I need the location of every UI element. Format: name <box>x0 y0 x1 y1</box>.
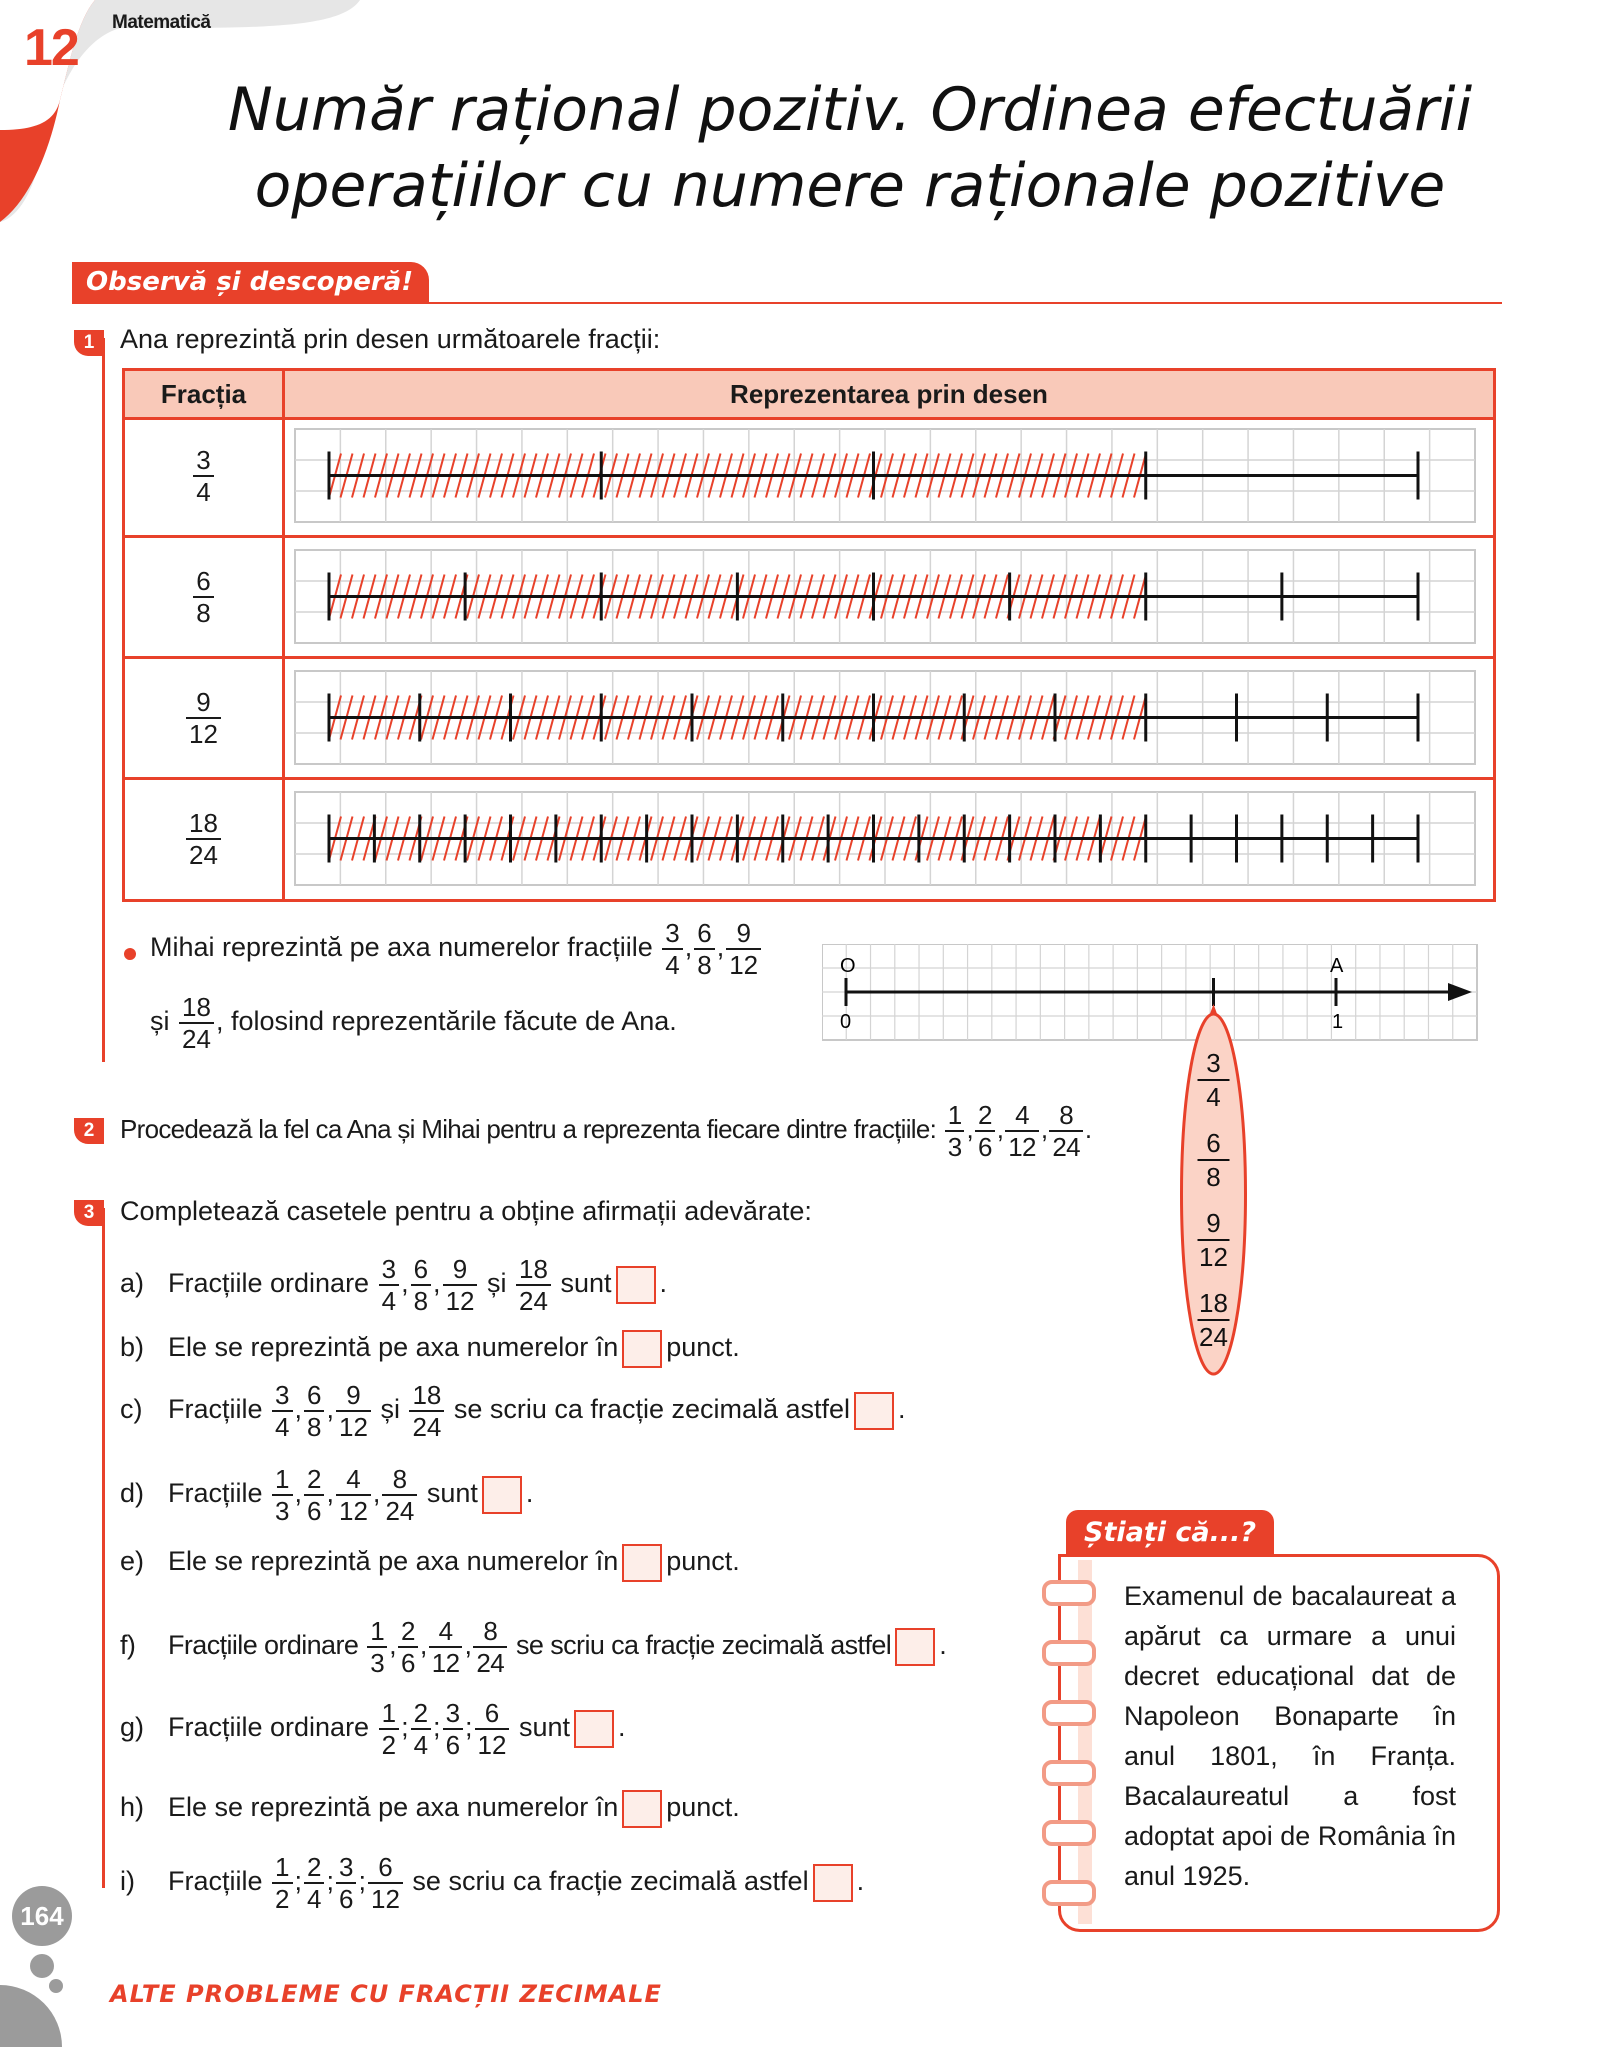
spiral-ring-icon <box>1042 1580 1096 1606</box>
answer-box-c[interactable] <box>854 1392 894 1430</box>
fraction: $\frac{8}{24}$ <box>1049 1100 1083 1162</box>
spiral-ring-icon <box>1042 1700 1096 1726</box>
chapter-title-footer: ALTE PROBLEME CU FRACȚII ZECIMALE <box>110 1980 662 2008</box>
mihai-text: Mihai reprezintă pe axa numerelor fracțiile <box>150 932 653 963</box>
item-e: e) Ele se reprezintă pe axa numerelor în punct. <box>120 1544 740 1582</box>
question-2-text: Procedează la fel ca Ana și Mihai pentru a reprezenta fiecare dintre fracțiile: <box>120 1113 937 1144</box>
balloon-denominator: 8 <box>1206 1162 1221 1192</box>
denominator: 8 <box>193 596 213 628</box>
fraction: $\frac{1}{3}$ <box>272 1464 292 1526</box>
fraction: $\frac{2}{4}$ <box>411 1698 431 1760</box>
footer-decoration <box>0 1930 80 2047</box>
item-b: b) Ele se reprezintă pe axa numerelor în punct. <box>120 1330 740 1368</box>
number-axis <box>822 944 1482 1384</box>
drawing-row <box>295 429 1475 522</box>
question-bracket-3 <box>102 1208 105 1888</box>
spiral-ring-icon <box>1042 1640 1096 1666</box>
axis-arrow-icon <box>1448 983 1472 1001</box>
page-title <box>150 72 1550 224</box>
origin-label: O <box>840 955 856 977</box>
fraction: $\frac{3}{4}$ <box>272 1380 292 1442</box>
fraction: $\frac{9}{12}$ <box>726 918 761 980</box>
balloon-denominator: 24 <box>1199 1322 1228 1352</box>
subject-label: Matematică <box>112 12 211 33</box>
balloon-numerator: 18 <box>1199 1288 1228 1318</box>
fraction: $\frac{3}{6}$ <box>336 1852 356 1914</box>
title-line-2: operațiilor cu numere raționale pozitive <box>254 151 1446 221</box>
item-d: d) Fracțiile $\frac{1}{3}$ , $\frac{2}{6}$ , $\frac{4}{12}$ , $\frac{8}{24}$ sunt . <box>120 1464 534 1526</box>
numerator: 3 <box>196 445 211 475</box>
fraction: $\frac{1}{3}$ <box>367 1616 387 1678</box>
mihai-line-1: Mihai reprezintă pe axa numerelor fracțiile $\frac{3}{4}$ , $\frac{6}{8}$ , $\frac{9}{12}$ <box>150 918 763 980</box>
drawing-row <box>295 550 1475 643</box>
fraction: $\frac{2}{6}$ <box>975 1100 995 1162</box>
fraction: $\frac{18}{24}$ <box>179 992 214 1054</box>
fraction-table <box>122 368 1496 902</box>
question-2: Procedează la fel ca Ana și Mihai pentru a reprezenta fiecare dintre fracțiile: $\frac{1}{3}$ , $\frac{2}{6}$ , $\frac{4}{12}$ , $\frac{8}{24}$ . <box>120 1100 1092 1162</box>
question-1-text: Ana reprezintă prin desen următoarele fracții: <box>120 324 661 354</box>
title-line-1: Număr rațional pozitiv. Ordinea efectuării <box>227 75 1473 145</box>
balloon-numerator: 3 <box>1206 1048 1221 1078</box>
fraction: $\frac{6}{8}$ <box>411 1254 431 1316</box>
fraction <box>186 808 221 870</box>
fraction <box>193 566 213 628</box>
fraction: $\frac{3}{6}$ <box>443 1698 463 1760</box>
spiral-strip <box>1078 1560 1092 1924</box>
spiral-ring-icon <box>1042 1880 1096 1906</box>
fraction: $\frac{8}{24}$ <box>382 1464 417 1526</box>
one-label: 1 <box>1332 1011 1344 1033</box>
spiral-ring-icon <box>1042 1820 1096 1846</box>
item-i: i) Fracțiile $\frac{1}{2}$ ; $\frac{2}{4}$ ; $\frac{3}{6}$ ; $\frac{6}{12}$ se scriu ca fracție zecimală astfel . <box>120 1852 865 1914</box>
bullet <box>124 948 136 960</box>
balloon-denominator: 4 <box>1206 1082 1221 1112</box>
balloon-denominator: 12 <box>1199 1242 1228 1272</box>
fraction: $\frac{2}{4}$ <box>304 1852 324 1914</box>
section-divider <box>72 302 1502 304</box>
spiral-ring-icon <box>1042 1760 1096 1786</box>
balloon-numerator: 6 <box>1206 1128 1221 1158</box>
fraction: $\frac{3}{4}$ <box>379 1254 399 1316</box>
page-number: 164 <box>12 1886 72 1946</box>
question-number-1: 1 <box>74 330 104 356</box>
fraction: $\frac{6}{12}$ <box>475 1698 510 1760</box>
table-fraction-cell <box>125 780 282 898</box>
fraction: $\frac{6}{12}$ <box>368 1852 403 1914</box>
question-bracket-1 <box>102 338 105 1062</box>
drawing-row <box>295 792 1475 885</box>
fraction: $\frac{18}{24}$ <box>409 1380 444 1442</box>
answer-box-g[interactable] <box>574 1710 614 1748</box>
question-3-text: Completează casetele pentru a obține afirmații adevărate: <box>120 1196 812 1226</box>
did-you-know-title: Știați că...? <box>1066 1510 1274 1556</box>
numerator: 9 <box>196 687 211 717</box>
fraction: $\frac{4}{12}$ <box>429 1616 463 1678</box>
fraction: $\frac{9}{12}$ <box>336 1380 371 1442</box>
section-banner: Observă și descoperă! <box>72 262 429 302</box>
fraction <box>193 445 213 507</box>
question-number-2: 2 <box>74 1118 104 1144</box>
fraction: $\frac{1}{2}$ <box>272 1852 292 1914</box>
fraction: $\frac{1}{3}$ <box>945 1100 965 1162</box>
table-fraction-cell <box>125 659 282 777</box>
zero-label: 0 <box>840 1011 852 1033</box>
fraction: $\frac{18}{24}$ <box>516 1254 551 1316</box>
fraction: $\frac{9}{12}$ <box>443 1254 478 1316</box>
did-you-know-text: Examenul de bacalaureat a apărut ca urmare a unui decret educațional dat de Napoleon Bonaparte în anul 1801, în Franța. Bacalaureatul a fost adoptat apoi de România în anul 1925. <box>1124 1581 1456 1891</box>
numerator: 6 <box>196 566 211 596</box>
table-header-drawing: Reprezentarea prin desen <box>730 379 1048 409</box>
table-header-fraction: Fracția <box>160 379 247 409</box>
item-f: f) Fracțiile ordinare $\frac{1}{3}$ , $\frac{2}{6}$ , $\frac{4}{12}$ , $\frac{8}{24}$ se scriu ca fracție zecimală astfel . <box>120 1616 947 1678</box>
table-fraction-cell <box>125 417 282 535</box>
fraction: $\frac{6}{8}$ <box>304 1380 324 1442</box>
question-number-3: 3 <box>74 1200 104 1226</box>
answer-box-h[interactable] <box>622 1790 662 1828</box>
answer-box-d[interactable] <box>482 1476 522 1514</box>
fraction: $\frac{4}{12}$ <box>336 1464 371 1526</box>
fraction: $\frac{1}{2}$ <box>379 1698 399 1760</box>
fraction: $\frac{4}{12}$ <box>1005 1100 1039 1162</box>
item-a: a) Fracțiile ordinare $\frac{3}{4}$ , $\frac{6}{8}$ , $\frac{9}{12}$ și $\frac{18}{24}$ sunt . <box>120 1254 668 1316</box>
point-a-label: A <box>1330 955 1344 977</box>
answer-box-a[interactable] <box>616 1266 656 1304</box>
answer-box-b[interactable] <box>622 1330 662 1368</box>
fraction: $\frac{2}{6}$ <box>304 1464 324 1526</box>
answer-box-i[interactable] <box>813 1864 853 1902</box>
item-h: h) Ele se reprezintă pe axa numerelor în punct. <box>120 1790 740 1828</box>
balloon-numerator: 9 <box>1206 1208 1221 1238</box>
drawing-row <box>295 671 1475 764</box>
item-c: c) Fracțiile $\frac{3}{4}$ , $\frac{6}{8}$ , $\frac{9}{12}$ și $\frac{18}{24}$ se scriu ca fracție zecimală astfel . <box>120 1380 906 1442</box>
chapter-number: 12 <box>24 19 78 77</box>
fraction <box>186 687 221 749</box>
item-g: g) Fracțiile ordinare $\frac{1}{2}$ ; $\frac{2}{4}$ ; $\frac{3}{6}$ ; $\frac{6}{12}$ sunt . <box>120 1698 626 1760</box>
denominator: 12 <box>186 717 221 749</box>
fraction: $\frac{6}{8}$ <box>694 918 714 980</box>
denominator: 4 <box>193 475 213 507</box>
numerator: 18 <box>189 808 218 838</box>
fraction: $\frac{2}{6}$ <box>398 1616 418 1678</box>
mihai-line-2: și $\frac{18}{24}$ , folosind reprezentările făcute de Ana. <box>150 992 677 1054</box>
answer-box-e[interactable] <box>622 1544 662 1582</box>
table-fraction-cell <box>125 538 282 656</box>
fraction: $\frac{8}{24}$ <box>473 1616 507 1678</box>
fraction-drawings <box>285 417 1493 899</box>
fraction: $\frac{3}{4}$ <box>662 918 682 980</box>
answer-box-f[interactable] <box>895 1628 935 1666</box>
denominator: 24 <box>186 838 221 870</box>
